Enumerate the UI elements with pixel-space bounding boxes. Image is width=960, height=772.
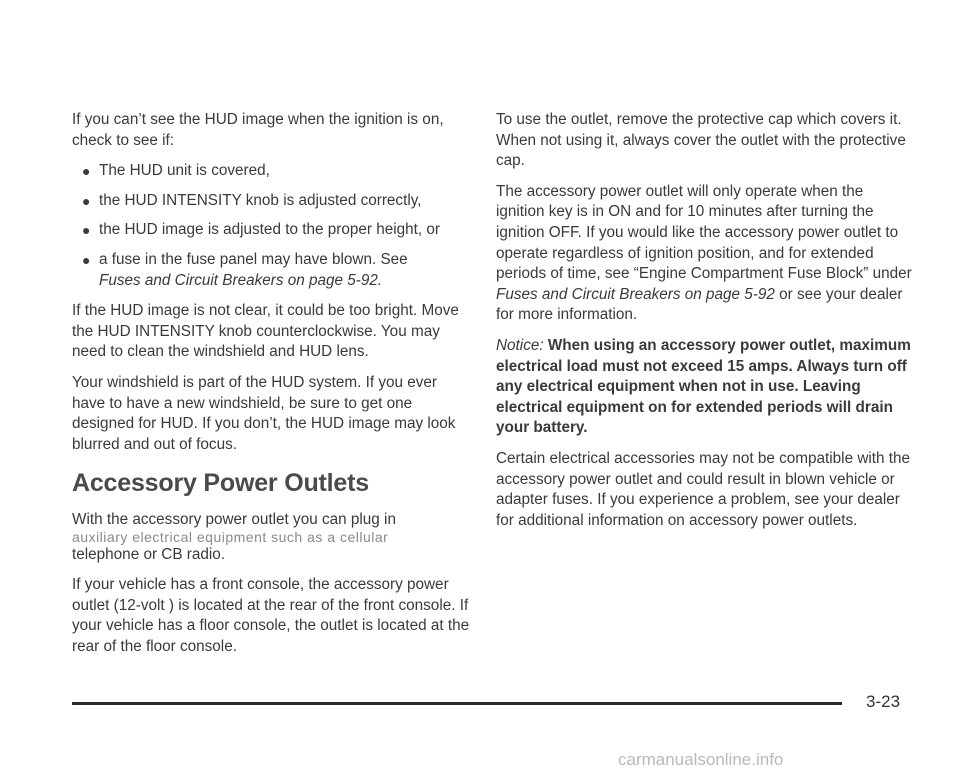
- hud-windshield-paragraph: Your windshield is part of the HUD system. If you ever have to have a new windshield, be sure to get one designed for HUD. If you don’t, the HUD image may look blurred and out of focus.: [72, 373, 456, 453]
- bullet-icon: ●: [82, 192, 91, 209]
- notice-text: When using an accessory power outlet, maximum electrical load must not exceed 15 amps. Always turn off any electrical equipment when not in use. Leaving electrical equipment on for extended periods will drain your battery.: [496, 336, 911, 437]
- compatibility-paragraph: Certain electrical accessories may not be compatible with the accessory power outlet and could result in blown vehicle or adapter fuses. If you experience a problem, see your dealer for additional information on accessory power outlets.: [496, 449, 911, 529]
- right-column: [496, 110, 912, 541]
- list-item: ● a fuse in the fuse panel may have blown. See Fuses and Circuit Breakers on page 5-92.: [72, 250, 472, 291]
- garbled-text-line: auxiliary electrical equipment such as a cellular: [72, 530, 389, 545]
- notice-paragraph: [496, 336, 912, 439]
- hud-intro: If you can’t see the HUD image when the ignition is on, check to see if:: [72, 111, 444, 149]
- bullet-icon: ●: [82, 251, 91, 268]
- page-number: 3-23: [866, 692, 901, 711]
- hud-check-list: [72, 161, 472, 291]
- left-column: [72, 110, 472, 667]
- notice-label: Notice:: [496, 336, 544, 354]
- outlet-intro-paragraph: With the accessory power outlet you can plug in auxiliary electrical equipment such as a cellular telephone or CB radio.: [72, 510, 472, 565]
- hud-brightness-paragraph: If the HUD image is not clear, it could be too bright. Move the HUD INTENSITY knob counterclockwise. You may need to clean the windshield and HUD lens.: [72, 302, 459, 361]
- section-heading: Accessory Power Outlets: [72, 469, 369, 498]
- bullet-icon: ●: [82, 222, 91, 239]
- fuses-reference: Fuses and Circuit Breakers on page 5-92.: [99, 271, 383, 289]
- bullet-icon: ●: [82, 163, 91, 180]
- fuses-reference: Fuses and Circuit Breakers on page 5-92: [496, 285, 775, 303]
- footer-rule: [72, 702, 842, 705]
- outlet-use-paragraph: To use the outlet, remove the protective cap which covers it. When not using it, always cover the outlet with the protective cap.: [496, 111, 906, 170]
- list-item: ● the HUD INTENSITY knob is adjusted correctly,: [72, 191, 472, 212]
- list-item: ● The HUD unit is covered,: [72, 161, 472, 182]
- outlet-operation-paragraph: The accessory power outlet will only operate when the ignition key is in ON and for 10 minutes after turning the ignition OFF. If you would like the accessory power outlet to operate regardless of ignition position, and for extended periods of time, see “Engine Compartment Fuse Block” under Fuses and Circuit Breakers on page 5-92 or see your dealer for more information.: [496, 182, 912, 324]
- outlet-location-paragraph: If your vehicle has a front console, the accessory power outlet (12-volt ) is located at the rear of the front console. If your vehicle has a floor console, the outlet is located at the rear of the floor console.: [72, 576, 470, 655]
- watermark: carmanualsonline.info: [618, 750, 784, 769]
- list-item: ● the HUD image is adjusted to the proper height, or: [72, 220, 472, 241]
